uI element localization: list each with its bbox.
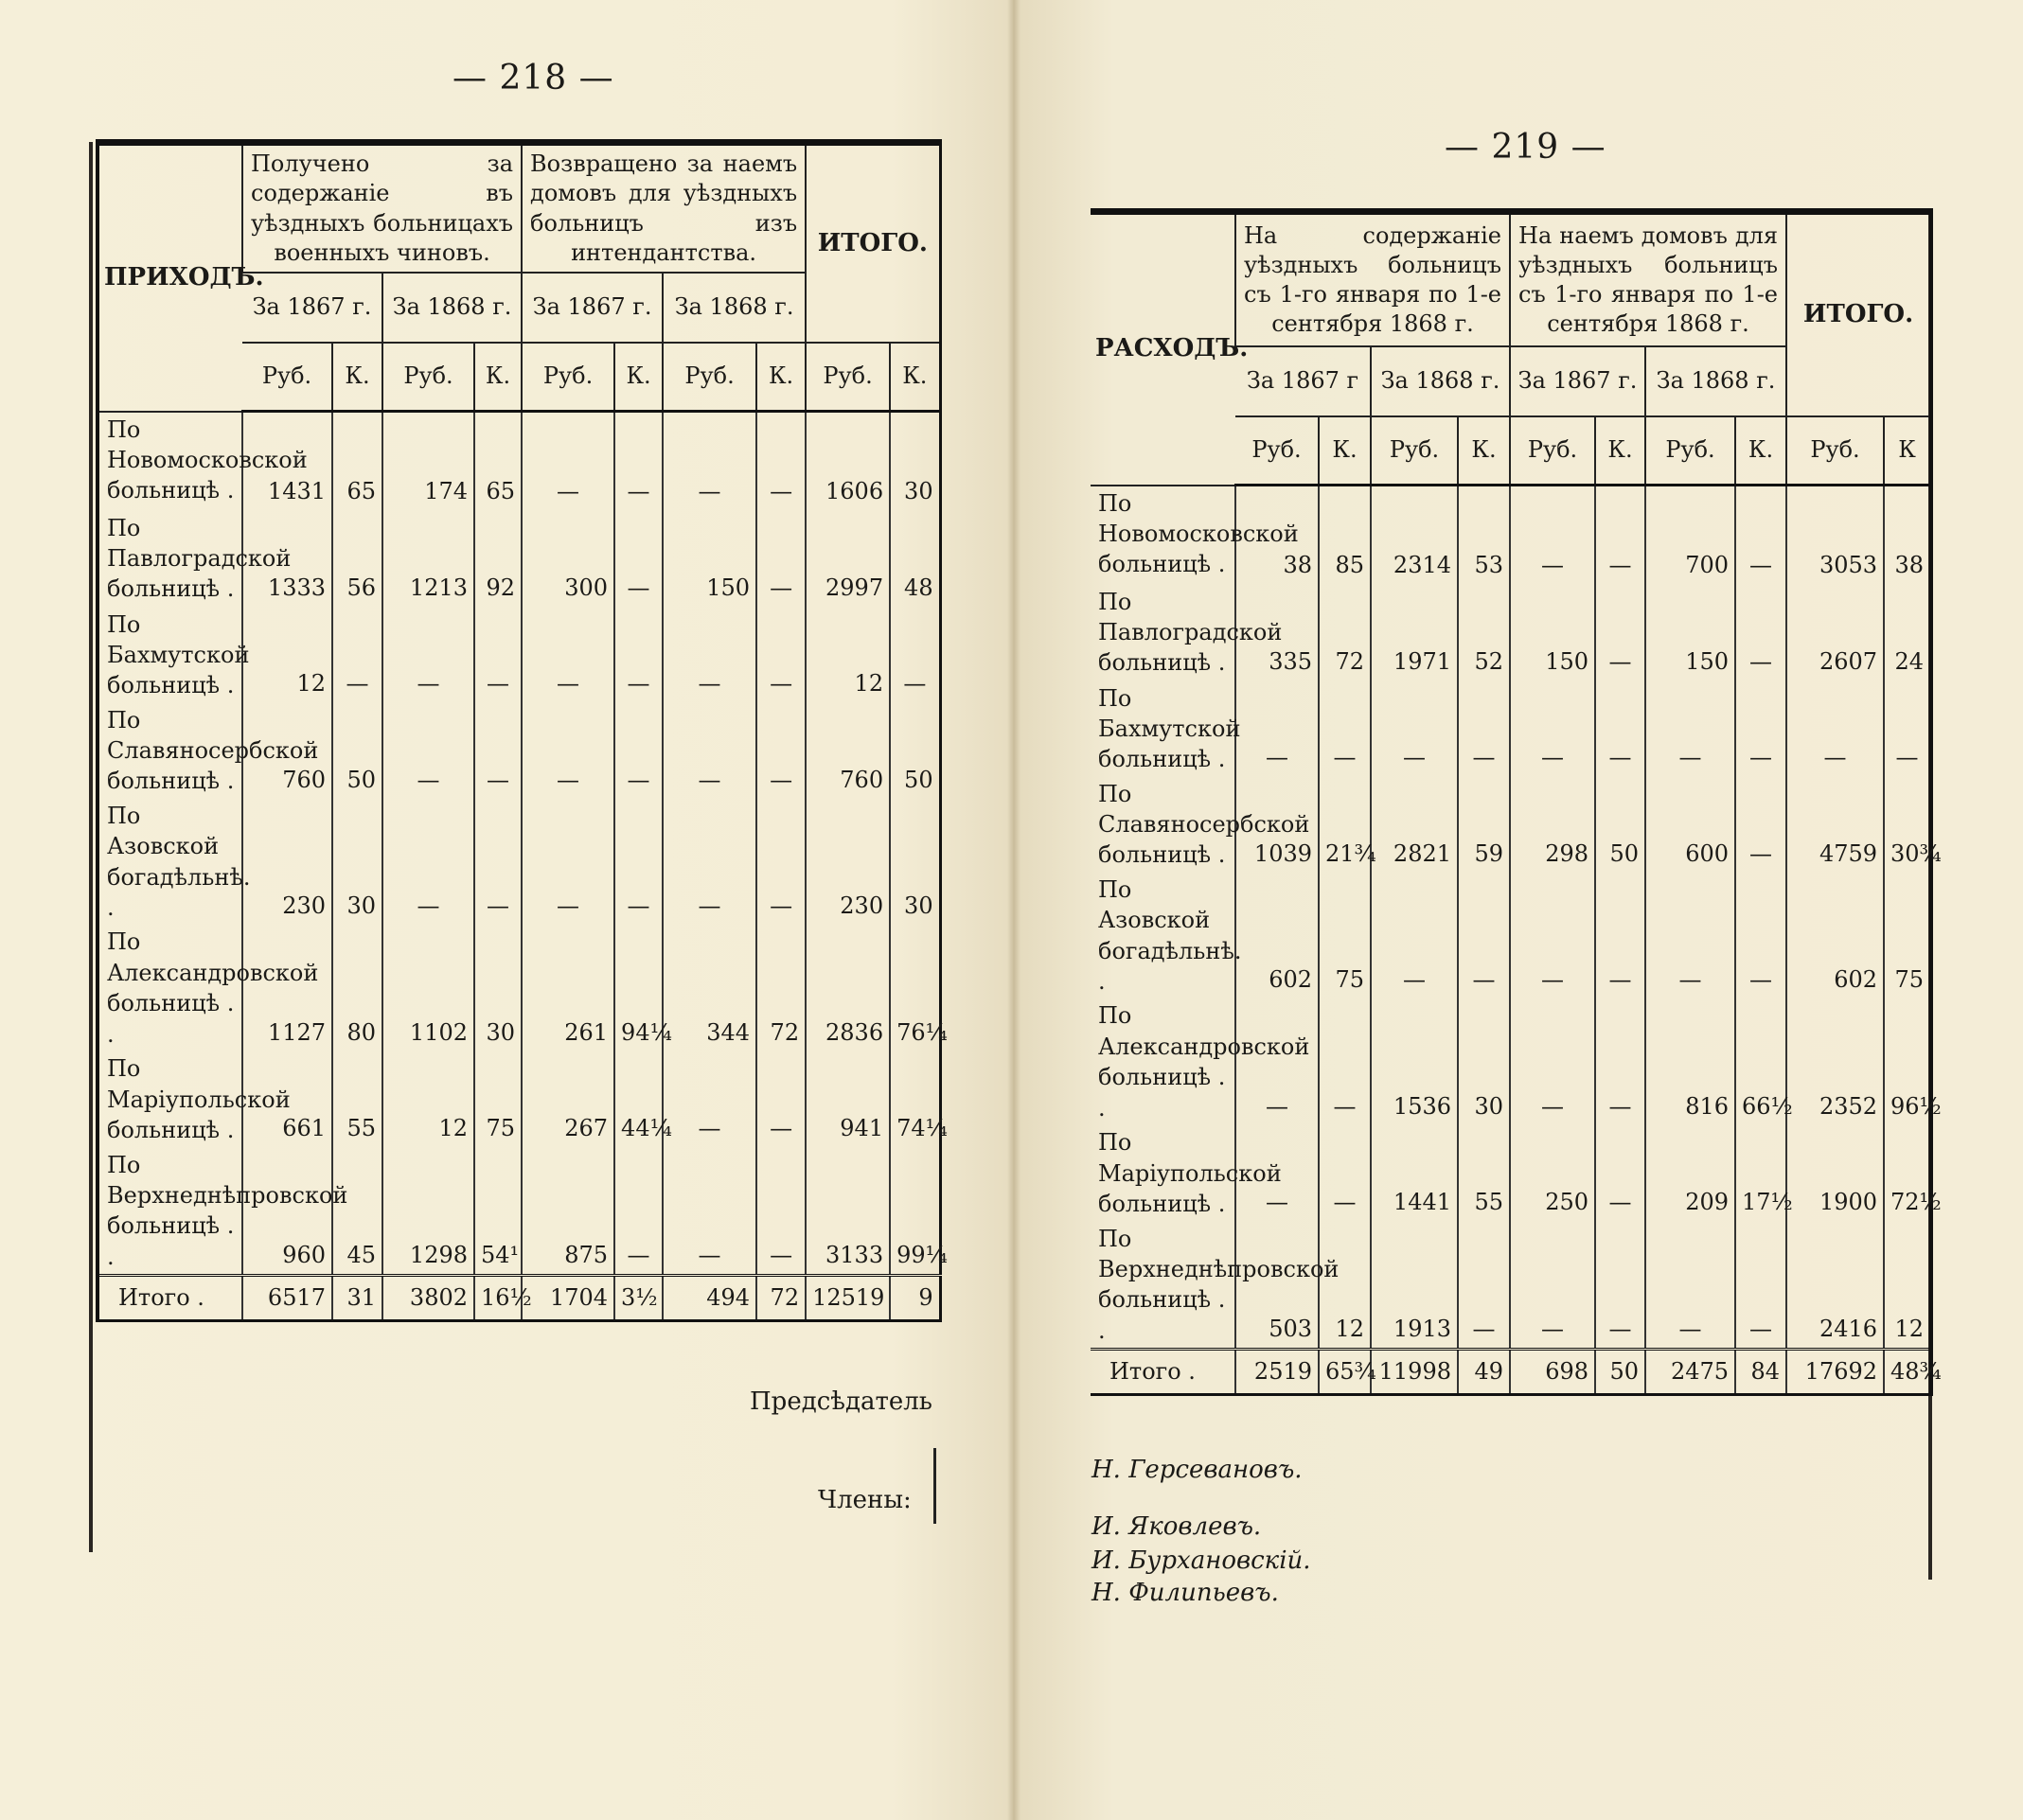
unit-header: Руб. xyxy=(382,343,474,412)
unit-header: К. xyxy=(756,343,806,412)
amount-cell: — xyxy=(663,608,756,703)
amount-cell: 2352 xyxy=(1786,998,1884,1125)
amount-cell: — xyxy=(1458,873,1510,999)
total-label: Итого . xyxy=(1091,1350,1235,1394)
unit-header: Руб. xyxy=(522,343,614,412)
amount-cell: — xyxy=(1235,681,1319,777)
amount-cell: 76¼ xyxy=(890,925,940,1051)
amount-cell: — xyxy=(663,1051,756,1147)
amount-cell: 55 xyxy=(332,1051,382,1147)
unit-header: К. xyxy=(614,343,663,412)
amount-cell: — xyxy=(332,608,382,703)
signature: Н. Герсевановъ. xyxy=(1091,1456,1303,1484)
table-row xyxy=(98,925,940,1051)
amount-cell: — xyxy=(1510,873,1595,999)
amount-cell: 4759 xyxy=(1786,777,1884,873)
amount-cell: 267 xyxy=(522,1051,614,1147)
amount-cell: — xyxy=(756,608,806,703)
amount-cell: 344 xyxy=(663,925,756,1051)
amount-cell: 38 xyxy=(1884,486,1931,585)
table-row xyxy=(1091,681,1931,777)
amount-cell: — xyxy=(614,412,663,511)
amount-cell: — xyxy=(474,703,522,799)
hospital-name: По Маріупольской больницѣ . xyxy=(1098,1129,1282,1218)
amount-cell: 30 xyxy=(332,799,382,926)
page-number-left: — 218 — xyxy=(453,59,614,97)
amount-cell: — xyxy=(1645,1222,1735,1350)
amount-cell: — xyxy=(1458,681,1510,777)
amount-cell: — xyxy=(756,1051,806,1147)
amount-cell: — xyxy=(1235,1125,1319,1221)
amount-cell: — xyxy=(1595,681,1645,777)
amount-cell: 1127 xyxy=(242,925,332,1051)
total-cell: 16½ xyxy=(474,1276,522,1320)
amount-cell: 99¼ xyxy=(890,1148,940,1276)
amount-cell: — xyxy=(474,799,522,926)
amount-cell: 92 xyxy=(474,511,522,608)
amount-cell: 150 xyxy=(1645,585,1735,681)
amount-cell: — xyxy=(756,799,806,926)
amount-cell: 30¾ xyxy=(1884,777,1931,873)
hospital-name: По Александровской больницѣ . . xyxy=(1098,1002,1310,1122)
amount-cell: 875 xyxy=(522,1148,614,1276)
total-cell: 698 xyxy=(1510,1350,1595,1394)
amount-cell: — xyxy=(663,412,756,511)
year-header: За 1867 г xyxy=(1235,346,1371,416)
amount-cell: — xyxy=(1510,1222,1595,1350)
amount-cell: 12 xyxy=(382,1051,474,1147)
table-row xyxy=(1091,777,1931,873)
table-row xyxy=(98,608,940,703)
signature: И. Яковлевъ. xyxy=(1091,1512,1262,1541)
amount-cell: 38 xyxy=(1235,486,1319,585)
amount-cell: — xyxy=(522,412,614,511)
total-cell: 1704 xyxy=(522,1276,614,1320)
total-cell: 50 xyxy=(1595,1350,1645,1394)
amount-cell: 1213 xyxy=(382,511,474,608)
amount-cell: 1606 xyxy=(806,412,890,511)
amount-cell: — xyxy=(1371,681,1458,777)
total-row xyxy=(1091,1350,1931,1394)
table-row xyxy=(1091,486,1931,585)
amount-cell: 1298 xyxy=(382,1148,474,1276)
amount-cell: 760 xyxy=(806,703,890,799)
hospital-name: По Верхнеднѣпровской больницѣ . . xyxy=(1098,1225,1340,1344)
amount-cell: 700 xyxy=(1645,486,1735,585)
year-header: За 1868 г. xyxy=(1645,346,1786,416)
amount-cell: — xyxy=(663,703,756,799)
amount-cell: 960 xyxy=(242,1148,332,1276)
amount-cell: — xyxy=(1510,486,1595,585)
hospital-name: По Александровской больницѣ . . xyxy=(107,928,319,1048)
total-row xyxy=(98,1276,940,1320)
amount-cell: 2836 xyxy=(806,925,890,1051)
year-header: За 1867 г. xyxy=(1510,346,1645,416)
amount-cell: 54¹ xyxy=(474,1148,522,1276)
hospital-name: По Павлоградской больницѣ . xyxy=(107,514,292,603)
total-cell: 2519 xyxy=(1235,1350,1319,1394)
amount-cell: — xyxy=(756,412,806,511)
hospital-name: По Бахмутской больницѣ . xyxy=(107,610,250,699)
total-cell: 494 xyxy=(663,1276,756,1320)
amount-cell: 150 xyxy=(663,511,756,608)
amount-cell: — xyxy=(756,1148,806,1276)
amount-cell: 3053 xyxy=(1786,486,1884,585)
amount-cell: 80 xyxy=(332,925,382,1051)
amount-cell: 72 xyxy=(1319,585,1371,681)
amount-cell: 2416 xyxy=(1786,1222,1884,1350)
amount-cell: 1971 xyxy=(1371,585,1458,681)
amount-cell: — xyxy=(1235,998,1319,1125)
total-cell: 9 xyxy=(890,1276,940,1320)
amount-cell: — xyxy=(756,511,806,608)
amount-cell: — xyxy=(1319,681,1371,777)
unit-header: Руб. xyxy=(806,343,890,412)
column-group-header: Получено за содержаніе въ уѣздныхъ больницахъ военныхъ чиновъ. xyxy=(242,143,522,274)
amount-cell: 65 xyxy=(474,412,522,511)
amount-cell: — xyxy=(1595,1125,1645,1221)
amount-cell: 1900 xyxy=(1786,1125,1884,1221)
unit-header: К xyxy=(1884,416,1931,486)
amount-cell: 174 xyxy=(382,412,474,511)
year-header: За 1868 г. xyxy=(382,273,522,343)
amount-cell: 24 xyxy=(1884,585,1931,681)
amount-cell: 1333 xyxy=(242,511,332,608)
unit-header: Руб. xyxy=(1645,416,1735,486)
amount-cell: — xyxy=(1510,998,1595,1125)
amount-cell: — xyxy=(1510,681,1595,777)
amount-cell: 602 xyxy=(1235,873,1319,999)
members-label: Члены: xyxy=(818,1486,912,1514)
total-cell: 3802 xyxy=(382,1276,474,1320)
amount-cell: 75 xyxy=(1319,873,1371,999)
amount-cell: 74¼ xyxy=(890,1051,940,1147)
amount-cell: 59 xyxy=(1458,777,1510,873)
total-cell: 12519 xyxy=(806,1276,890,1320)
amount-cell: — xyxy=(1458,1222,1510,1350)
unit-header: К. xyxy=(1319,416,1371,486)
amount-cell: — xyxy=(756,703,806,799)
year-header: За 1867 г. xyxy=(242,273,382,343)
total-column-header: ИТОГО. xyxy=(1786,212,1931,417)
table-body xyxy=(1091,486,1942,1395)
amount-cell: — xyxy=(1319,1125,1371,1221)
page-number-right: — 219 — xyxy=(1445,128,1606,167)
amount-cell: 816 xyxy=(1645,998,1735,1125)
total-cell: 6517 xyxy=(242,1276,332,1320)
amount-cell: 75 xyxy=(1884,873,1931,999)
table-row xyxy=(1091,1222,1931,1350)
amount-cell: 1913 xyxy=(1371,1222,1458,1350)
amount-cell: 94¼ xyxy=(614,925,663,1051)
amount-cell: — xyxy=(614,703,663,799)
total-label: Итого . xyxy=(98,1276,242,1320)
unit-header: К. xyxy=(332,343,382,412)
table-row xyxy=(98,1051,940,1147)
hospital-name: По Славяносербской больницѣ . xyxy=(107,706,319,795)
amount-cell: 50 xyxy=(890,703,940,799)
amount-cell: 250 xyxy=(1510,1125,1595,1221)
table-row xyxy=(1091,1125,1931,1221)
amount-cell: — xyxy=(1645,873,1735,999)
table-body xyxy=(98,412,948,1321)
amount-cell: 12 xyxy=(242,608,332,703)
table-row xyxy=(98,511,940,608)
amount-cell: 661 xyxy=(242,1051,332,1147)
amount-cell: 55 xyxy=(1458,1125,1510,1221)
total-cell: 3½ xyxy=(614,1276,663,1320)
amount-cell: 602 xyxy=(1786,873,1884,999)
amount-cell: — xyxy=(1595,998,1645,1125)
amount-cell: 941 xyxy=(806,1051,890,1147)
amount-cell: 760 xyxy=(242,703,332,799)
amount-cell: — xyxy=(614,1148,663,1276)
unit-header: К. xyxy=(890,343,940,412)
column-group-header: На наемъ домовъ для уѣздныхъ больницъ съ 1-го января по 1-е сентября 1868 г. xyxy=(1510,212,1786,347)
unit-header: Руб. xyxy=(663,343,756,412)
amount-cell: 2821 xyxy=(1371,777,1458,873)
amount-cell: 75 xyxy=(474,1051,522,1147)
table-row xyxy=(98,412,940,511)
column-group-header: На содержаніе уѣздныхъ больницъ съ 1-го января по 1-е сентября 1868 г. xyxy=(1235,212,1510,347)
unit-header: Руб. xyxy=(1786,416,1884,486)
year-header: За 1868 г. xyxy=(1371,346,1510,416)
amount-cell: 261 xyxy=(522,925,614,1051)
column-group-header: Возвращено за наемъ домовъ для уѣздныхъ больницъ изъ интендантства. xyxy=(522,143,806,274)
amount-cell: 12 xyxy=(806,608,890,703)
table-row xyxy=(98,799,940,926)
amount-cell: — xyxy=(1735,486,1786,585)
amount-cell: 300 xyxy=(522,511,614,608)
unit-header: К. xyxy=(1735,416,1786,486)
amount-cell: 503 xyxy=(1235,1222,1319,1350)
unit-header: Руб. xyxy=(1371,416,1458,486)
total-cell: 31 xyxy=(332,1276,382,1320)
amount-cell: — xyxy=(663,1148,756,1276)
hospital-name: По Новомосковской больницѣ . xyxy=(1098,489,1299,578)
amount-cell: 1102 xyxy=(382,925,474,1051)
table-row xyxy=(1091,873,1931,999)
amount-cell: 72½ xyxy=(1884,1125,1931,1221)
unit-header: Руб. xyxy=(1510,416,1595,486)
amount-cell: 21¾ xyxy=(1319,777,1371,873)
amount-cell: 30 xyxy=(474,925,522,1051)
amount-cell: 150 xyxy=(1510,585,1595,681)
amount-cell: — xyxy=(382,703,474,799)
amount-cell: 72 xyxy=(756,925,806,1051)
amount-cell: 1431 xyxy=(242,412,332,511)
table-row xyxy=(98,703,940,799)
amount-cell: 45 xyxy=(332,1148,382,1276)
hospital-name: По Верхнеднѣпровской больницѣ . . xyxy=(107,1151,348,1270)
hospital-name: По Бахмутской больницѣ . xyxy=(1098,684,1241,773)
amount-cell: 50 xyxy=(332,703,382,799)
amount-cell: — xyxy=(1884,681,1931,777)
total-cell: 49 xyxy=(1458,1350,1510,1394)
total-column-header: ИТОГО. xyxy=(806,143,940,344)
amount-cell: — xyxy=(1786,681,1884,777)
amount-cell: — xyxy=(663,799,756,926)
amount-cell: — xyxy=(1735,1222,1786,1350)
amount-cell: — xyxy=(522,608,614,703)
hospital-name: По Азовской богадѣльнѣ. . xyxy=(1098,875,1242,996)
amount-cell: — xyxy=(522,799,614,926)
amount-cell: 50 xyxy=(1595,777,1645,873)
table-row xyxy=(1091,585,1931,681)
total-cell: 2475 xyxy=(1645,1350,1735,1394)
amount-cell: — xyxy=(1645,681,1735,777)
amount-cell: — xyxy=(382,799,474,926)
total-cell: 11998 xyxy=(1371,1350,1458,1394)
amount-cell: — xyxy=(1595,585,1645,681)
amount-cell: 1536 xyxy=(1371,998,1458,1125)
total-cell: 65¾ xyxy=(1319,1350,1371,1394)
chairman-label: Предсѣдатель xyxy=(750,1387,932,1416)
amount-cell: — xyxy=(382,608,474,703)
amount-cell: 96½ xyxy=(1884,998,1931,1125)
amount-cell: 52 xyxy=(1458,585,1510,681)
amount-cell: 2997 xyxy=(806,511,890,608)
amount-cell: 30 xyxy=(890,799,940,926)
amount-cell: 30 xyxy=(890,412,940,511)
members-brace xyxy=(933,1448,936,1524)
year-header: За 1867 г. xyxy=(522,273,663,343)
amount-cell: — xyxy=(1595,486,1645,585)
total-cell: 84 xyxy=(1735,1350,1786,1394)
unit-header: Руб. xyxy=(1235,416,1319,486)
total-cell: 72 xyxy=(756,1276,806,1320)
unit-header: К. xyxy=(1458,416,1510,486)
hospital-name: По Азовской богадѣльнѣ. . xyxy=(107,802,251,922)
amount-cell: 30 xyxy=(1458,998,1510,1125)
amount-cell: 298 xyxy=(1510,777,1595,873)
amount-cell: 65 xyxy=(332,412,382,511)
total-cell: 48¾ xyxy=(1884,1350,1931,1394)
amount-cell: — xyxy=(474,608,522,703)
unit-header: К. xyxy=(474,343,522,412)
amount-cell: — xyxy=(1595,1222,1645,1350)
table-title: РАСХОДЪ. xyxy=(1091,212,1235,486)
signature: Н. Филипьевъ. xyxy=(1091,1579,1279,1607)
amount-cell: — xyxy=(1735,585,1786,681)
amount-cell: — xyxy=(614,511,663,608)
income-table xyxy=(96,139,948,1322)
amount-cell: — xyxy=(1735,681,1786,777)
table-row xyxy=(98,1148,940,1276)
book-gutter xyxy=(1007,0,1020,1820)
amount-cell: 56 xyxy=(332,511,382,608)
amount-cell: 12 xyxy=(1319,1222,1371,1350)
amount-cell: 600 xyxy=(1645,777,1735,873)
hospital-name: По Славяносербской больницѣ . xyxy=(1098,780,1310,869)
amount-cell: — xyxy=(522,703,614,799)
amount-cell: 48 xyxy=(890,511,940,608)
amount-cell: 1039 xyxy=(1235,777,1319,873)
table-title: ПРИХОДЪ. xyxy=(98,143,242,412)
total-cell: 17692 xyxy=(1786,1350,1884,1394)
amount-cell: — xyxy=(1735,873,1786,999)
signature: И. Бурхановскій. xyxy=(1091,1546,1311,1575)
amount-cell: — xyxy=(890,608,940,703)
amount-cell: 230 xyxy=(242,799,332,926)
amount-cell: 230 xyxy=(806,799,890,926)
amount-cell: 12 xyxy=(1884,1222,1931,1350)
left-margin-rule xyxy=(89,142,93,1552)
expense-table xyxy=(1091,208,1942,1396)
amount-cell: 17½ xyxy=(1735,1125,1786,1221)
amount-cell: — xyxy=(614,799,663,926)
amount-cell: 53 xyxy=(1458,486,1510,585)
hospital-name: По Новомосковской больницѣ . xyxy=(107,415,308,504)
amount-cell: 3133 xyxy=(806,1148,890,1276)
amount-cell: 2607 xyxy=(1786,585,1884,681)
amount-cell: — xyxy=(1371,873,1458,999)
amount-cell: 335 xyxy=(1235,585,1319,681)
amount-cell: 66½ xyxy=(1735,998,1786,1125)
amount-cell: — xyxy=(1319,998,1371,1125)
amount-cell: 1441 xyxy=(1371,1125,1458,1221)
amount-cell: — xyxy=(1735,777,1786,873)
amount-cell: 2314 xyxy=(1371,486,1458,585)
hospital-name: По Маріупольской больницѣ . xyxy=(107,1055,291,1144)
unit-header: К. xyxy=(1595,416,1645,486)
hospital-name: По Павлоградской больницѣ . xyxy=(1098,588,1283,677)
amount-cell: — xyxy=(614,608,663,703)
table-row xyxy=(1091,998,1931,1125)
unit-header: Руб. xyxy=(242,343,332,412)
amount-cell: — xyxy=(1595,873,1645,999)
amount-cell: 85 xyxy=(1319,486,1371,585)
amount-cell: 44¼ xyxy=(614,1051,663,1147)
amount-cell: 209 xyxy=(1645,1125,1735,1221)
year-header: За 1868 г. xyxy=(663,273,806,343)
